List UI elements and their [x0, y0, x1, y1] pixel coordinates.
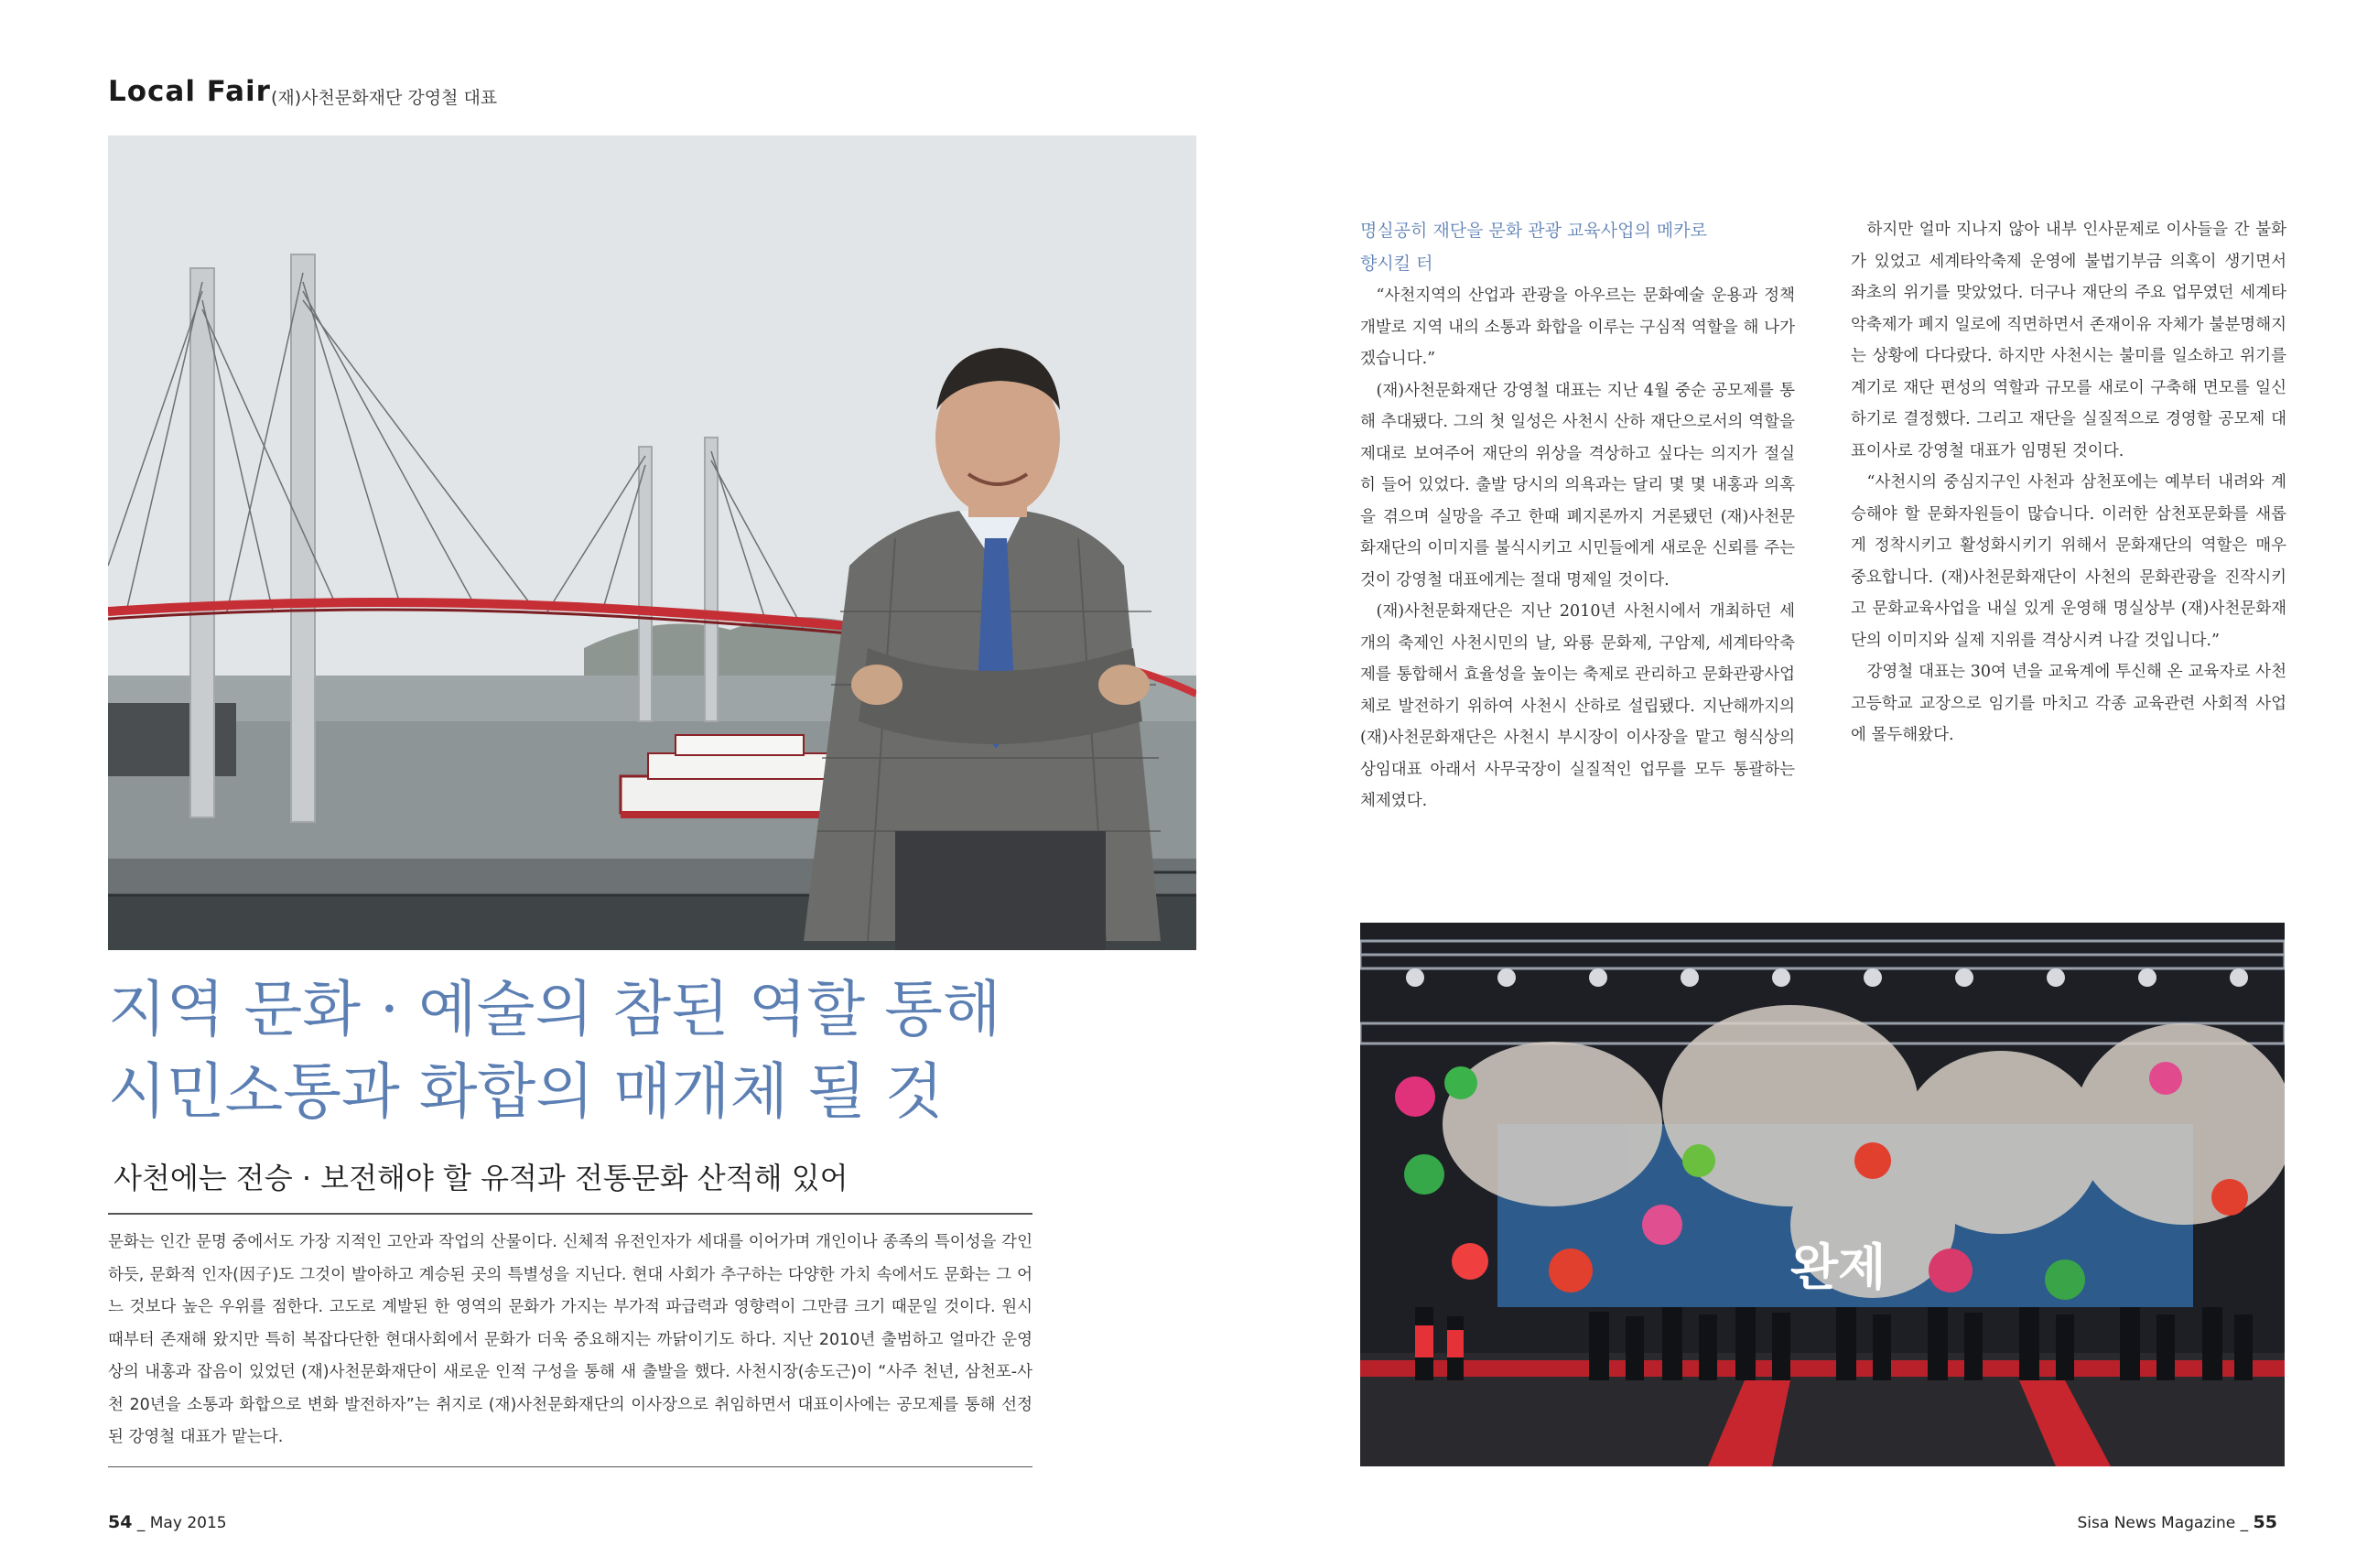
column-heading-line-1: 명실공히 재단을 문화 관광 교육사업의 메카로: [1360, 221, 1707, 241]
right-paragraph-2: “사천시의 중심지구인 사천과 삼천포에는 예부터 내려와 계승해야 할 문화자원들이 많습니다. 이러한 삼천포문화를 새롭게 정착시키고 활성화시키기 위해서 문화재단의 역할은 매우 중요합니다. (재)사천문화재단이 사천의 문화관광을 진작시키고 문화교육사업을 내실 있게 운영해 명실상부 (재)사천문화재단의 이미지와 실제 지위를 격상시켜 나갈 것입니다.”: [1851, 473, 2286, 650]
headline-line-1: 지역 문화 · 예술의 참된 역할 통해: [108, 974, 1001, 1044]
hero-photo: [108, 135, 1196, 950]
right-paragraph-1: 하지만 얼마 지나지 않아 내부 인사문제로 이사들을 간 불화가 있었고 세계타악축제 운영에 불법기부금 의혹이 생기면서 좌초의 위기를 맞았었다. 더구나 재단의 주요 업무였던 세계타악축제가 폐지 일로에 직면하면서 존재이유 자체가 불분명해지는 상황에 다다랐다. 하지만 사천시는 불미를 일소하고 위기를 계기로 재단 편성의 역할과 규모를 새로이 구축해 면모를 일신하기로 결정했다. 그리고 재단을 실질적으로 경영할 공모제 대표이사로 강영철 대표가 임명된 것이다.: [1851, 221, 2286, 460]
festival-stage-photo: [1360, 923, 2285, 1466]
left-paragraph-3: (재)사천문화재단은 지난 2010년 사천시에서 개최하던 세 개의 축제인 사천시민의 날, 와룡 문화제, 구암제, 세계타악축제를 통합해서 효율성을 높이는 축제로 관리하고 문화관광사업체로 발전하기 위하여 사천시 산하로 설립됐다. 지난해까지의 (재)사천문화재단은 사천시 부시장이 이사장을 맡고 형식상의 상임대표 아래서 사무국장이 실질적인 업무를 모두 통괄하는 체제였다.: [1360, 602, 1795, 810]
right-paragraph-3: 강영철 대표는 30여 년을 교육계에 투신해 온 교육자로 사천고등학교 교장으로 임기를 마치고 각종 교육관련 사회적 사업에 몰두해왔다.: [1851, 663, 2286, 744]
section-subtitle: (재)사천문화재단 강영철 대표: [271, 88, 498, 108]
section-label: Local Fair: [108, 75, 271, 108]
magazine-name: Sisa News Magazine: [2077, 1514, 2236, 1532]
left-paragraph-1: “사천지역의 산업과 관광을 아우르는 문화예술 운용과 정책개발로 지역 내의 소통과 화합을 이루는 구심적 역할을 해 나가겠습니다.”: [1360, 287, 1795, 368]
left-paragraph-2: (재)사천문화재단 강영철 대표는 지난 4월 중순 공모제를 통해 추대됐다. 그의 첫 일성은 사천시 산하 재단으로서의 역할을 제대로 보여주어 재단의 위상을 격상하고 싶다는 의지가 절실히 들어 있었다. 출발 당시의 의욕과는 달리 몇 몇 내홍과 의혹을 겪으며 실망을 주고 한때 폐지론까지 거론됐던 (재)사천문화재단의 이미지를 불식시키고 시민들에게 새로운 신뢰를 주는 것이 강영철 대표에게는 절대 명제일 것이다.: [1360, 381, 1795, 589]
issue-date: May 2015: [149, 1514, 227, 1532]
column-heading-line-2: 향시킬 터: [1360, 254, 1433, 274]
article-column-left: [1360, 214, 1795, 817]
intro-top-rule: [108, 1213, 1032, 1215]
intro-paragraph: 문화는 인간 문명 중에서도 가장 지적인 고안과 작업의 산물이다. 신체적 유전인자가 세대를 이어가며 개인이나 종족의 특이성을 각인하듯, 문화적 인자(因子)도 그것이 발아하고 계승된 곳의 특별성을 지닌다. 현대 사회가 추구하는 다양한 가치 속에서도 문화는 그 어느 것보다 높은 우위를 점한다. 고도로 계발된 한 영역의 문화가 가지는 부가적 파급력과 영향력이 그만큼 크기 때문일 것이다. 원시 때부터 존재해 왔지만 특히 복잡다단한 현대사회에서 문화가 더욱 중요해지는 까닭이기도 하다. 지난 2010년 출범하고 얼마간 운영상의 내홍과 잡음이 있었던 (재)사천문화재단이 새로운 인적 구성을 통해 새 출발을 했다. 사천시장(송도근)이 “사주 천년, 삼천포-사천 20년을 소통과 화합으로 변화 발전하자”는 취지로 (재)사천문화재단의 이사장으로 취임하면서 대표이사에는 공모제를 통해 선정된 강영철 대표가 맡는다.: [108, 1233, 1032, 1446]
right-folio: Sisa News Magazine _ 55: [2077, 1512, 2277, 1532]
stage-banner-text: 완제: [1790, 1238, 1886, 1296]
headline-line-2: 시민소통과 화합의 매개체 될 것: [108, 1056, 944, 1127]
festival-stage-illustration: [1360, 923, 2285, 1466]
subheadline: 사천에는 전승 · 보전해야 할 유적과 전통문화 산적해 있어: [113, 1161, 849, 1195]
headline: [108, 968, 1161, 1133]
left-folio: 54 _ May 2015: [108, 1512, 227, 1532]
intro-bottom-rule: [108, 1466, 1032, 1467]
article-column-right: [1851, 214, 2286, 752]
bridge-portrait-illustration: [108, 135, 1196, 950]
right-page-number: 55: [2253, 1512, 2277, 1532]
left-page-number: 54: [108, 1512, 133, 1532]
